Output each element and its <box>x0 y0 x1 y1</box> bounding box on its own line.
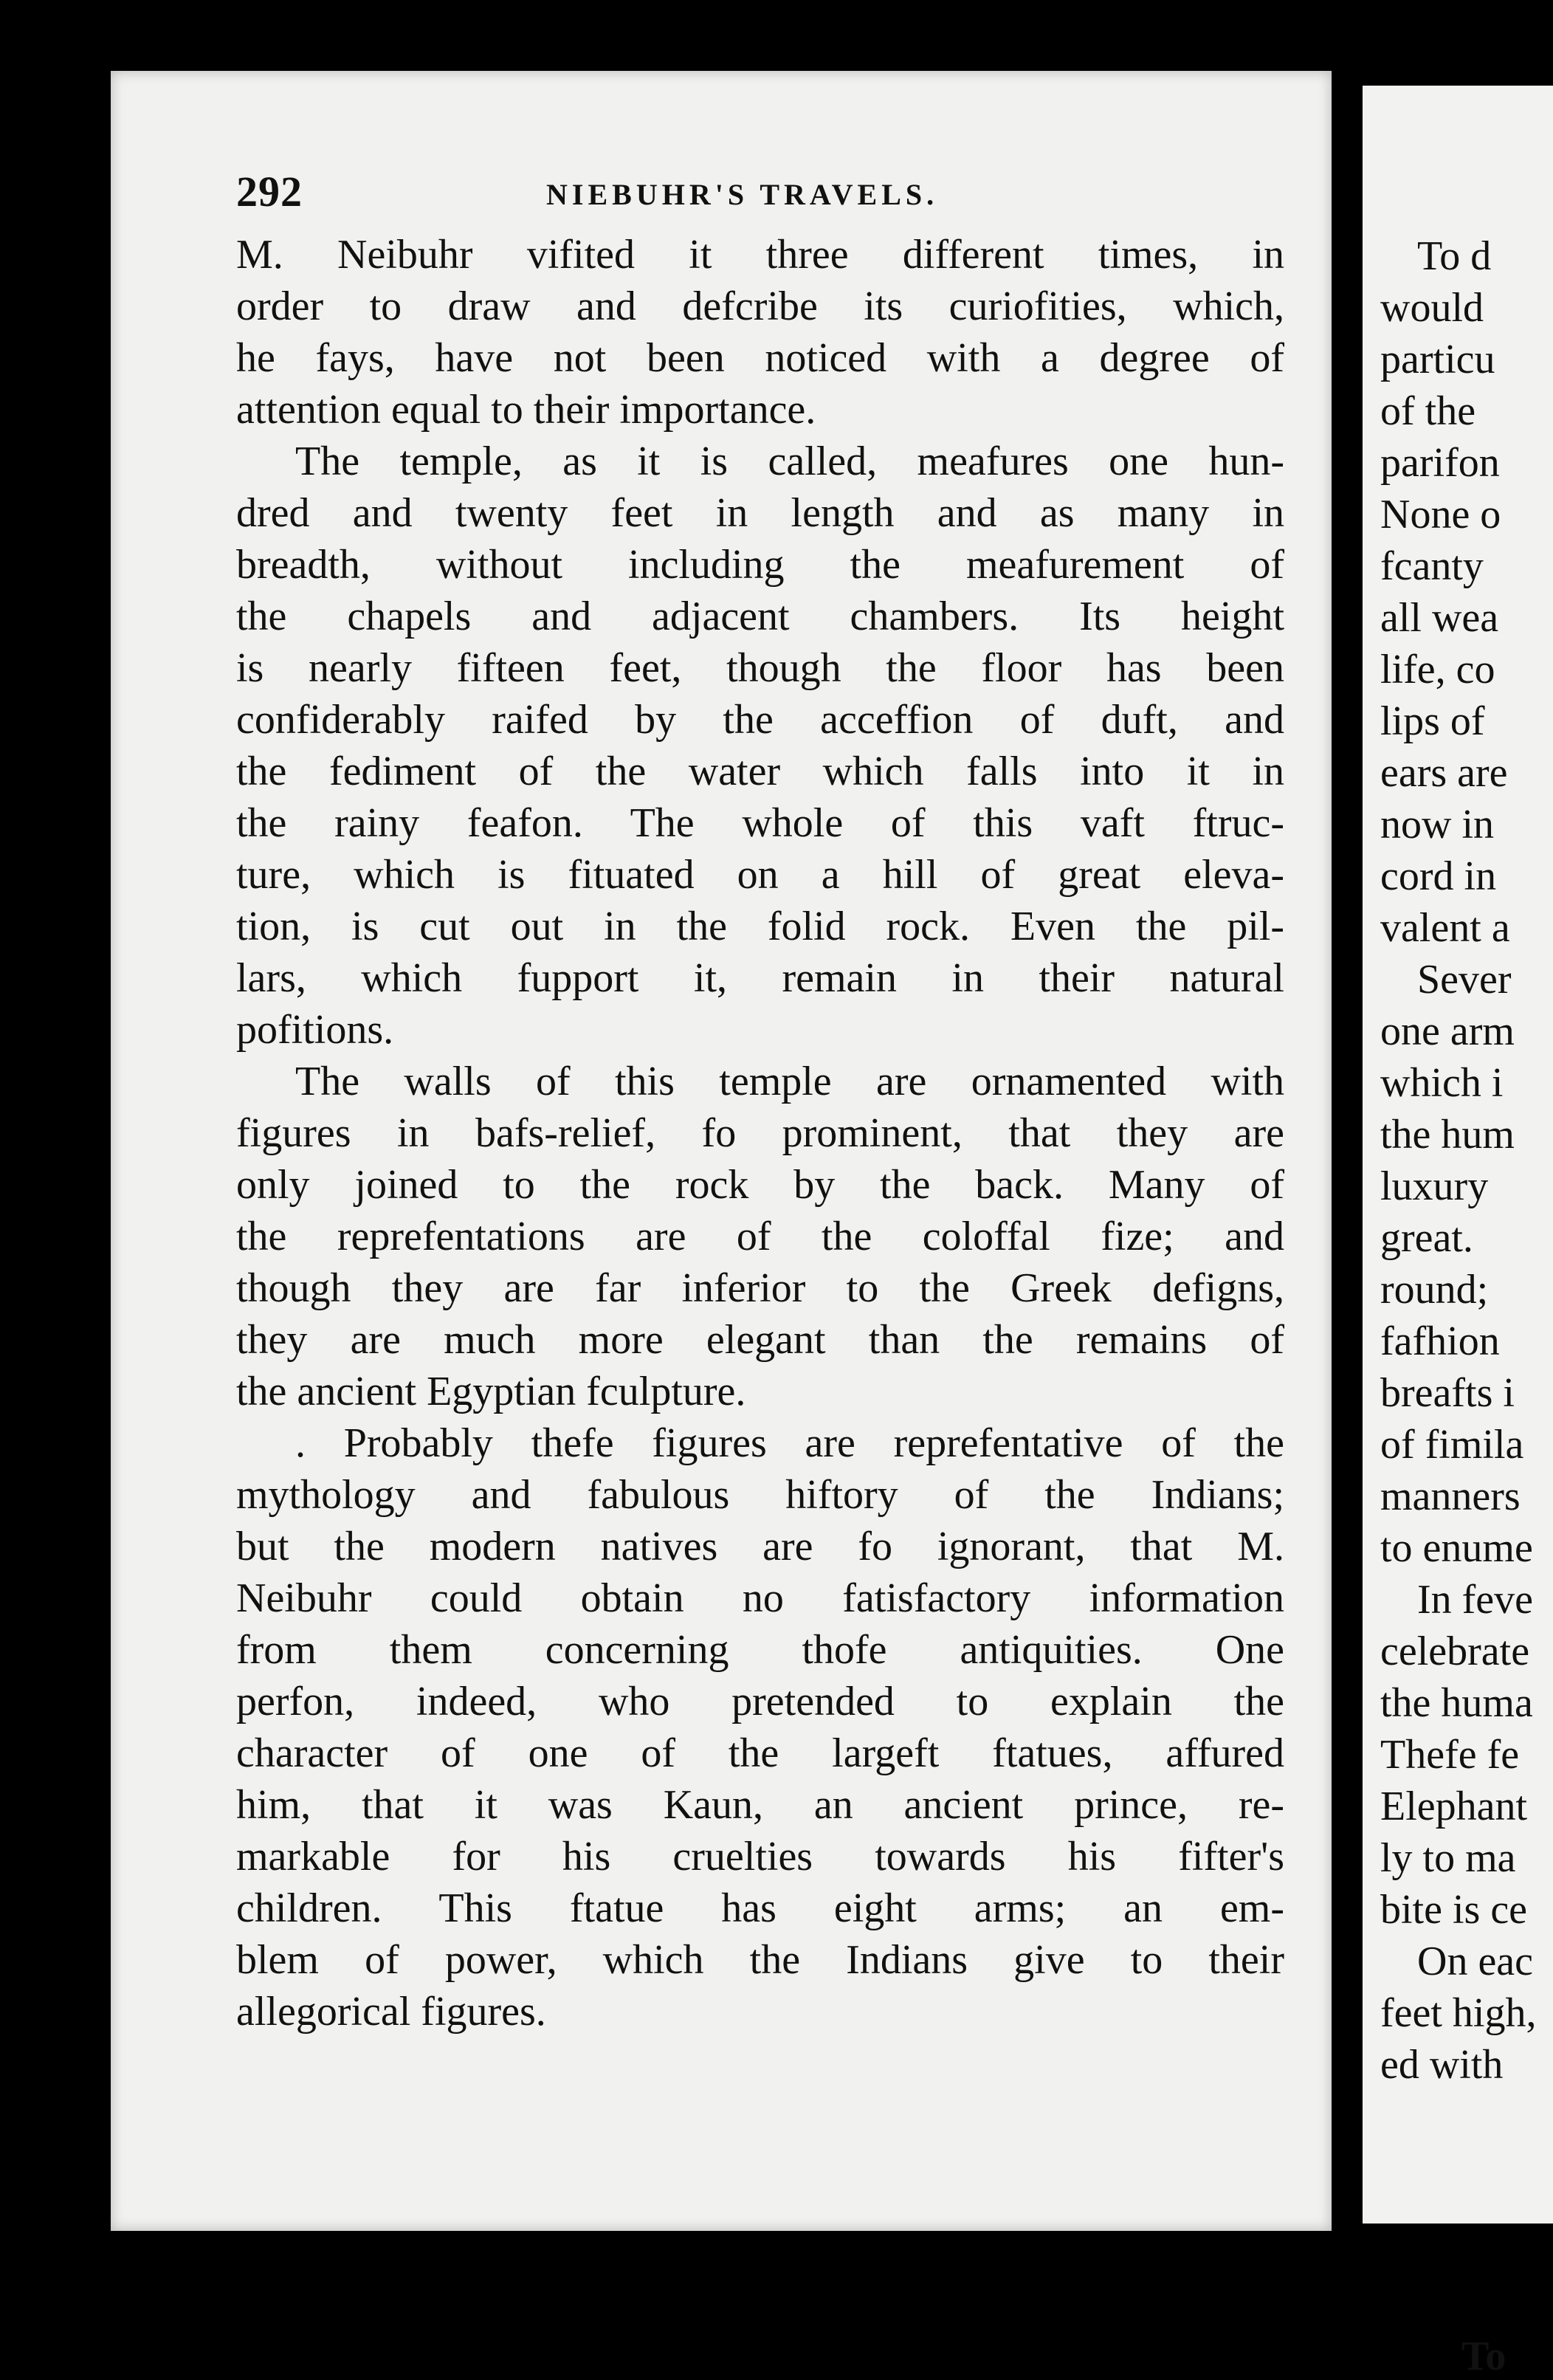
right-text-line: life, co <box>1380 647 1495 692</box>
text-line: markable for his cruelties towards his fifter's <box>236 1834 1284 1879</box>
right-text-line: fafhion <box>1380 1318 1500 1364</box>
right-text-line: valent a <box>1380 905 1510 951</box>
right-text-line: which i <box>1380 1060 1504 1106</box>
text-line: Neibuhr could obtain no fatisfactory information <box>236 1575 1284 1621</box>
right-text-line: bite is ce <box>1380 1887 1528 1933</box>
right-text-line: of fimila <box>1380 1422 1524 1468</box>
right-text-line: To d <box>1417 233 1492 279</box>
body-text <box>236 229 1284 2037</box>
text-line: tion, is cut out in the folid rock. Even the pil- <box>236 904 1284 949</box>
text-line: the fediment of the water which falls into it in <box>236 749 1284 794</box>
text-line: lars, which fupport it, remain in their natural <box>236 955 1284 1001</box>
right-text-line: In feve <box>1417 1577 1534 1623</box>
right-text-line: great. <box>1380 1215 1473 1261</box>
right-text-line: the hum <box>1380 1112 1515 1158</box>
right-text-line: ly to ma <box>1380 1835 1516 1881</box>
right-text-line: fcanty <box>1380 543 1484 589</box>
text-line: only joined to the rock by the back. Many of <box>236 1162 1284 1208</box>
right-text-line: round; <box>1380 1267 1489 1313</box>
right-text-line: Elephant <box>1380 1784 1528 1829</box>
right-text-line: of the <box>1380 388 1476 434</box>
text-line: figures in bafs-relief, fo prominent, that they are <box>236 1110 1284 1156</box>
text-line: they are much more elegant than the remains of <box>236 1317 1284 1363</box>
text-line: he fays, have not been noticed with a degree of <box>236 335 1284 381</box>
text-line: The temple, as it is called, meafures one hun- <box>295 438 1284 484</box>
text-line: but the modern natives are fo ignorant, that M. <box>236 1524 1284 1569</box>
text-line: him, that it was Kaun, an ancient prince, re- <box>236 1782 1284 1828</box>
text-line: ture, which is fituated on a hill of great eleva- <box>236 852 1284 898</box>
page-number: 292 <box>236 168 303 216</box>
text-line: dred and twenty feet in length and as many in <box>236 490 1284 536</box>
right-text-line: ears are <box>1380 750 1508 796</box>
text-line: children. This ftatue has eight arms; an em- <box>236 1885 1284 1931</box>
right-text-line: luxury <box>1380 1163 1489 1209</box>
right-text-line: parifon <box>1380 440 1500 486</box>
right-text-line: particu <box>1380 337 1495 382</box>
right-page-text <box>1380 230 1553 2091</box>
text-line: is nearly fifteen feet, though the floor has been <box>236 645 1284 691</box>
text-line: pofitions. <box>236 1007 394 1053</box>
right-text-line: one arm <box>1380 1008 1515 1054</box>
text-line: confiderably raifed by the acceffion of duft, and <box>236 697 1284 743</box>
right-text-line: ed with <box>1380 2042 1504 2088</box>
text-line: perfon, indeed, who pretended to explain the <box>236 1679 1284 1724</box>
text-line: breadth, without including the meafurement of <box>236 542 1284 588</box>
running-head <box>236 167 1284 219</box>
text-line: blem of power, which the Indians give to their <box>236 1937 1284 1983</box>
right-text-line: None o <box>1380 492 1501 537</box>
text-line: the rainy feafon. The whole of this vaft ftruc- <box>236 800 1284 846</box>
text-line: from them concerning thofe antiquities. One <box>236 1627 1284 1673</box>
text-line: the reprefentations are of the coloffal fize; and <box>236 1214 1284 1259</box>
text-line: the ancient Egyptian fculpture. <box>236 1369 746 1414</box>
right-text-line: the huma <box>1380 1680 1533 1726</box>
running-title: NIEBUHR'S TRAVELS. <box>546 178 939 211</box>
right-text-line: Sever <box>1417 957 1512 1002</box>
right-page <box>1363 86 1553 2223</box>
text-line: attention equal to their importance. <box>236 387 816 433</box>
text-line: character of one of the largeft ftatues, affured <box>236 1730 1284 1776</box>
right-text-line: lips of <box>1380 698 1485 744</box>
text-line: M. Neibuhr vifited it three different times, in <box>236 232 1284 278</box>
text-line: . Probably thefe figures are reprefentative of the <box>295 1420 1284 1466</box>
right-text-line: would <box>1380 285 1484 331</box>
right-text-line: manners <box>1380 1473 1521 1519</box>
right-text-line: now in <box>1380 802 1494 847</box>
text-line: though they are far inferior to the Greek defigns, <box>236 1265 1284 1311</box>
text-line: the chapels and adjacent chambers. Its height <box>236 594 1284 639</box>
text-line: The walls of this temple are ornamented with <box>295 1059 1284 1104</box>
right-text-line: breafts i <box>1380 1370 1515 1416</box>
text-line: allegorical figures. <box>236 1989 546 2035</box>
right-text-line: feet high, <box>1380 1990 1537 2036</box>
text-line: mythology and fabulous hiftory of the Indians; <box>236 1472 1284 1518</box>
right-text-line: On eac <box>1417 1939 1534 1984</box>
text-line: order to draw and defcribe its curiofities, which, <box>236 283 1284 329</box>
right-text-line: to enume <box>1380 1525 1533 1571</box>
right-text-line: all wea <box>1380 595 1499 641</box>
right-text-line: cord in <box>1380 853 1497 899</box>
right-text-line: celebrate <box>1380 1628 1530 1674</box>
right-text-line: Thefe fe <box>1380 1732 1520 1778</box>
